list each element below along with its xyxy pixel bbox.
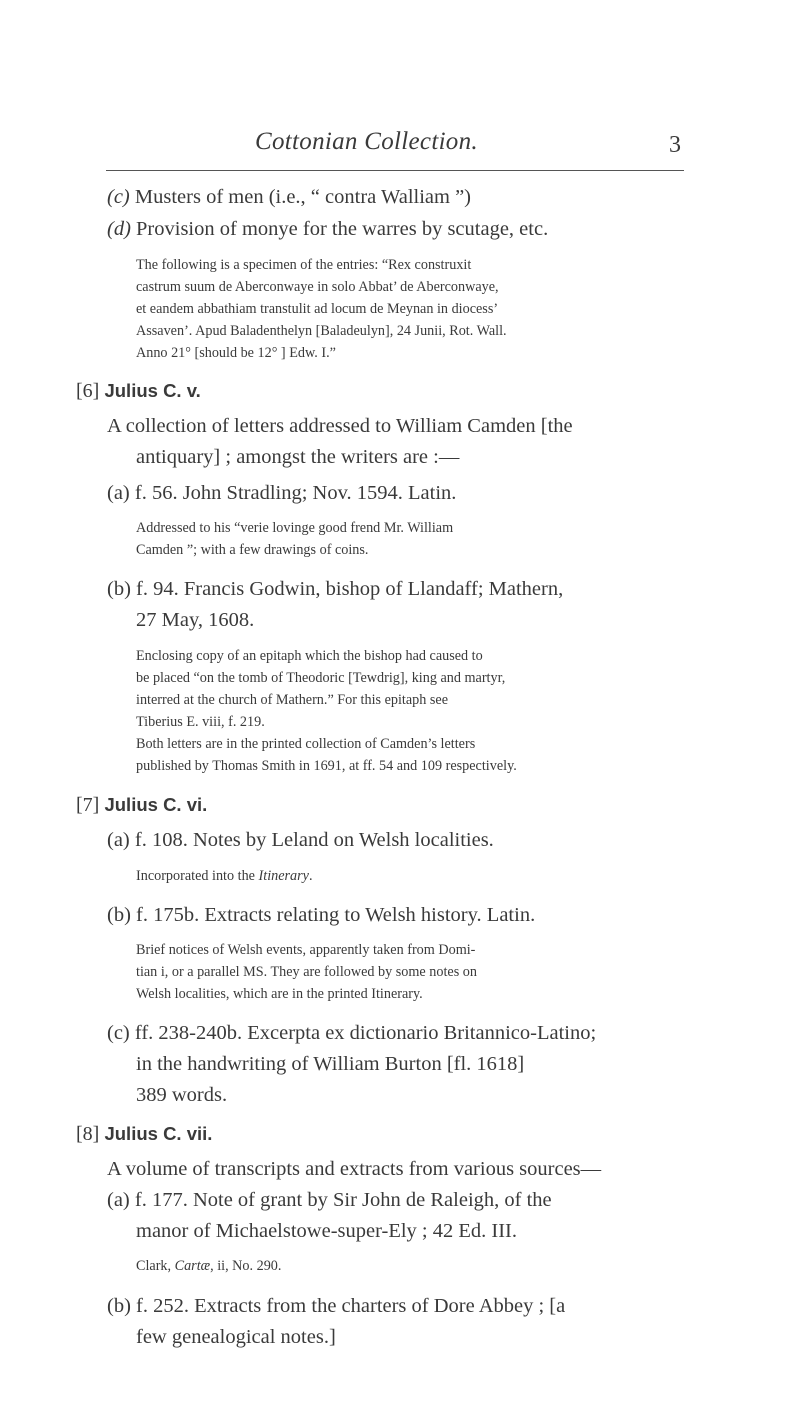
section-heading-8 bbox=[76, 1123, 212, 1146]
text-line: antiquary] ; amongst the writers are :— bbox=[136, 446, 460, 468]
section-number: [7] bbox=[76, 794, 100, 816]
item-line: 389 words. bbox=[136, 1084, 228, 1106]
entry-text: Provision of monye for the warres by scutage, etc. bbox=[136, 218, 549, 240]
item-line: (b) f. 175b. Extracts relating to Welsh history. Latin. bbox=[107, 904, 536, 926]
page-header bbox=[0, 128, 801, 168]
item-line: (b) f. 252. Extracts from the charters of Dore Abbey ; [a bbox=[107, 1295, 566, 1317]
note-line: published by Thomas Smith in 1691, at ff. 54 and 109 respectively. bbox=[136, 758, 517, 774]
note-line: Addressed to his “verie lovinge good frend Mr. William bbox=[136, 520, 454, 536]
note-line: Enclosing copy of an epitaph which the bishop had caused to bbox=[136, 648, 483, 664]
header-rule bbox=[106, 170, 684, 171]
entry-label: (c) bbox=[107, 186, 130, 208]
page-number: 3 bbox=[669, 132, 681, 158]
note-text: , ii, No. 290. bbox=[210, 1258, 282, 1274]
item-line: (c) ff. 238-240b. Excerpta ex dictionario Britannico-Latino; bbox=[107, 1022, 597, 1044]
section-title: Julius C. vii. bbox=[104, 1123, 213, 1144]
text-line: A volume of transcripts and extracts from various sources— bbox=[107, 1158, 602, 1180]
section-title: Julius C. vi. bbox=[104, 794, 208, 815]
entry-c-musters bbox=[107, 184, 471, 211]
note-italic: Cartæ bbox=[174, 1258, 211, 1274]
item-line: few genealogical notes.] bbox=[136, 1326, 336, 1348]
note-line: et eandem abbathiam transtulit ad locum de Meynan in diocess’ bbox=[136, 301, 499, 317]
item-line: (a) f. 177. Note of grant by Sir John de Raleigh, of the bbox=[107, 1189, 552, 1211]
note-text: Clark, bbox=[136, 1258, 175, 1274]
note-line: Tiberius E. viii, f. 219. bbox=[136, 714, 265, 730]
note-italic: Itinerary bbox=[258, 868, 309, 884]
note-line: be placed “on the tomb of Theodoric [Tewdrig], king and martyr, bbox=[136, 670, 506, 686]
note-line bbox=[136, 1256, 281, 1277]
note-line: The following is a specimen of the entries: “Rex construxit bbox=[136, 257, 472, 273]
item-line: manor of Michaelstowe-super-Ely ; 42 Ed. III. bbox=[136, 1220, 518, 1242]
note-line: Camden ”; with a few drawings of coins. bbox=[136, 542, 369, 558]
note-text: Incorporated into the bbox=[136, 868, 259, 884]
section-number: [8] bbox=[76, 1123, 100, 1145]
item-line: 27 May, 1608. bbox=[136, 609, 255, 631]
section-title: Julius C. v. bbox=[104, 380, 201, 401]
item-line: in the handwriting of William Burton [fl. 1618] bbox=[136, 1053, 525, 1075]
section-heading-7 bbox=[76, 794, 207, 817]
entry-text: Musters of men (i.e., “ contra Walliam ”) bbox=[134, 186, 471, 208]
note-line: castrum suum de Aberconwaye in solo Abbat’ de Aberconwaye, bbox=[136, 279, 499, 295]
entry-d-provision bbox=[107, 216, 548, 243]
note-line: tian i, or a parallel MS. They are followed by some notes on bbox=[136, 964, 477, 980]
note-line: interred at the church of Mathern.” For this epitaph see bbox=[136, 692, 449, 708]
note-line bbox=[136, 866, 313, 887]
section-heading-6 bbox=[76, 380, 201, 403]
section-number: [6] bbox=[76, 380, 100, 402]
item-line: (a) f. 56. John Stradling; Nov. 1594. Latin. bbox=[107, 482, 457, 504]
note-line: Brief notices of Welsh events, apparently taken from Domi- bbox=[136, 942, 476, 958]
item-line: (b) f. 94. Francis Godwin, bishop of Llandaff; Mathern, bbox=[107, 578, 564, 600]
note-line: Assaven’. Apud Baladenthelyn [Baladeulyn], 24 Junii, Rot. Wall. bbox=[136, 323, 507, 339]
running-title: Cottonian Collection. bbox=[255, 128, 478, 155]
item-line: (a) f. 108. Notes by Leland on Welsh localities. bbox=[107, 829, 494, 851]
note-line: Welsh localities, which are in the printed Itinerary. bbox=[136, 986, 423, 1002]
entry-label: (d) bbox=[107, 218, 131, 240]
note-text: . bbox=[308, 868, 313, 884]
note-line: Both letters are in the printed collection of Camden’s letters bbox=[136, 736, 476, 752]
note-line: Anno 21° [should be 12° ] Edw. I.” bbox=[136, 345, 336, 361]
text-line: A collection of letters addressed to William Camden [the bbox=[107, 415, 573, 437]
